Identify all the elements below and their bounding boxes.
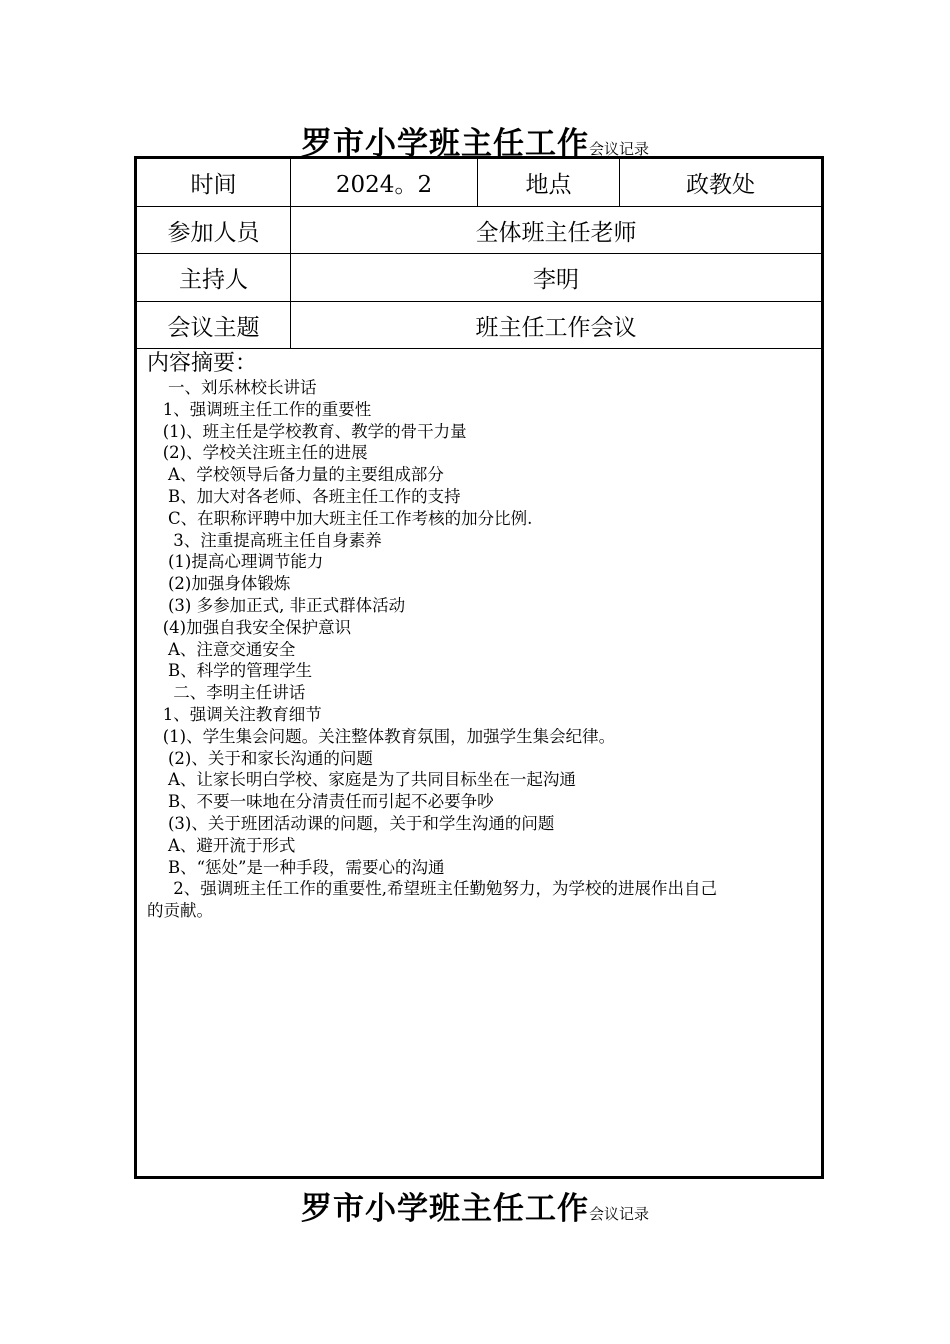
- footer-title: [0, 1183, 950, 1228]
- content-line: 的贡献。: [147, 901, 213, 921]
- content-line: 3、注重提高班主任自身素养: [147, 530, 382, 550]
- place-value: 政教处: [686, 172, 755, 198]
- row-topic: [137, 302, 821, 349]
- place-label: 地点: [478, 159, 620, 206]
- footer-title-main: 罗市小学班主任工作: [300, 1191, 589, 1227]
- content-line: B、加大对各老师、各班主任工作的支持: [147, 486, 461, 506]
- content-line: (2)加强身体锻炼: [147, 574, 291, 594]
- content-line: B、“惩处”是一种手段，需要心的沟通: [147, 857, 445, 877]
- content-heading: 内容摘要：: [147, 351, 258, 376]
- row-attendees: [137, 207, 821, 254]
- content-line: 1、强调班主任工作的重要性: [147, 399, 372, 419]
- title-main: 罗市小学班主任工作: [300, 126, 589, 162]
- content-line: 一、刘乐林校长讲话: [147, 378, 317, 397]
- content-line: (1)、班主任是学校教育、教学的骨干力量: [147, 421, 467, 441]
- time-label: 时间: [137, 159, 291, 206]
- content-line: (1)、学生集会问题。关注整体教育氛围，加强学生集会纪律。: [147, 726, 616, 746]
- title-sub: 会议记录: [588, 140, 649, 158]
- content-line: (3) 多参加正式, 非正式群体活动: [147, 595, 406, 615]
- meeting-record-sheet: [134, 156, 824, 1179]
- content-line: B、不要一味地在分清责任而引起不必要争吵: [147, 792, 494, 812]
- content-line: (2)、关于和家长沟通的问题: [147, 748, 373, 768]
- topic-label: 会议主题: [137, 302, 291, 348]
- footer-title-sub: 会议记录: [588, 1205, 649, 1223]
- content-line: (3)、关于班团活动课的问题，关于和学生沟通的问题: [147, 813, 555, 833]
- host-value: 李明: [533, 267, 579, 293]
- content-line: 1、强调关注教育细节: [147, 704, 322, 724]
- content-line: 二、李明主任讲话: [147, 683, 306, 703]
- attendees-value: 全体班主任老师: [475, 219, 637, 246]
- content-summary: [137, 349, 821, 922]
- content-line: A、让家长明白学校、家庭是为了共同目标坐在一起沟通: [147, 770, 576, 790]
- time-value: 2024。2: [291, 159, 478, 206]
- content-line: (1)提高心理调节能力: [147, 552, 324, 572]
- content-line: A、注意交通安全: [147, 639, 296, 659]
- row-host: [137, 254, 821, 302]
- host-label: 主持人: [137, 254, 291, 301]
- content-line: (2)、学校关注班主任的进展: [147, 443, 368, 463]
- content-line: 2、强调班主任工作的重要性,希望班主任勤勉努力，为学校的进展作出自己: [147, 879, 717, 899]
- content-line: A、避开流于形式: [147, 835, 296, 855]
- content-line: C、在职称评聘中加大班主任工作考核的加分比例.: [147, 508, 533, 528]
- attendees-label: 参加人员: [137, 207, 291, 253]
- content-lines: [147, 377, 815, 922]
- content-line: B、科学的管理学生: [147, 661, 313, 681]
- content-line: A、学校领导后备力量的主要组成部分: [147, 465, 444, 485]
- topic-value: 班主任工作会议: [475, 314, 637, 341]
- row-time-place: [137, 159, 821, 207]
- content-line: (4)加强自我安全保护意识: [147, 617, 352, 637]
